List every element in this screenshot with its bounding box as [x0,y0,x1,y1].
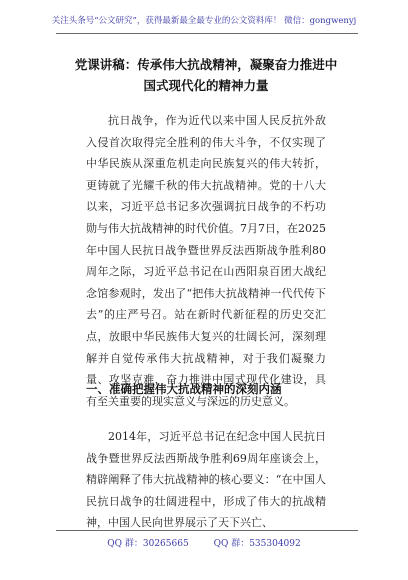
header-divider [56,33,358,34]
body-paragraph-1: 抗日战争，作为近代以来中国人民反抗外敌入侵首次取得完全胜利的伟大斗争，不仅实现了中华民族从深重危机走向民族复兴的伟大转折，更铸就了光耀千秋的伟大抗战精神。党的十八大以来，习近平总书记多次强调抗日战争的不朽功勋与伟大抗战精神的时代价值。7月7日，在2025年中国人民抗日战争暨世界反法西斯战争胜利80周年之际，习近平总书记在山西阳泉百团大战纪念馆参观时，发出了“把伟大抗战精神一代代传下去”的庄严号召。站在新时代新征程的历史交汇点，放眼中华民族伟大复兴的壮阔长河，深刻理解并自觉传承伟大抗战精神，对于我们凝聚力量、攻坚克难，奋力推进中国式现代化建设，具有至关重要的现实意义与深远的历史意义。 [86,114,326,408]
body-paragraph-2: 2014年，习近平总书记在纪念中国人民抗日战争暨世界反法西斯战争胜利69周年座谈会上，精辟阐释了伟大抗战精神的核心要义：“在中国人民抗日战争的壮阔进程中，形成了伟大的抗战精神，中国人民向世界展示了天下兴亡、 [86,430,326,530]
footer-qq-group-1: QQ 群：30265665 [107,539,189,549]
footer-contact [0,536,408,549]
section-heading-1: 一、准确把握伟大抗战精神的深刻内涵 [86,382,282,396]
header-promo-note: 关注头条号“公文研究”，获得最新最全最专业的公文资料库！ 微信：gongwenyj [51,16,357,26]
footer-divider [56,530,358,531]
document-title: 党课讲稿：传承伟大抗战精神，凝聚奋力推进中国式现代化的精神力量 [74,57,338,93]
footer-qq-group-2: QQ 群：535304092 [213,539,301,549]
